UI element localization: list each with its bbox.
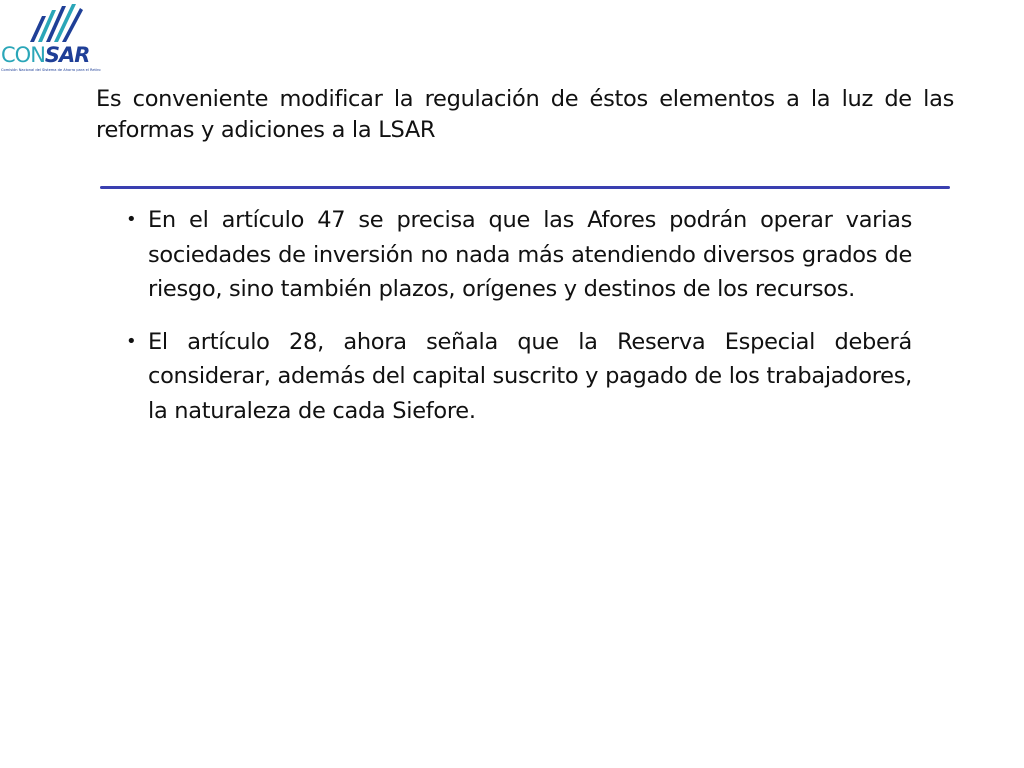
logo-word-con: CON <box>1 43 45 67</box>
bullet-text: En el artículo 47 se precisa que las Afores podrán operar varias sociedades de inversión no nada más atendiendo diversos grados de riesgo, sino también plazos, orígenes y destinos de los recursos. <box>148 207 912 302</box>
bullet-item <box>126 203 912 307</box>
bullet-marker: • <box>126 209 137 230</box>
logo-wordmark <box>1 44 89 66</box>
consar-logo <box>0 0 101 80</box>
slide-heading: Es conveniente modificar la regulación de éstos elementos a la luz de las reformas y adiciones a la LSAR <box>96 86 954 143</box>
logo-word-sar: SAR <box>44 43 90 67</box>
bullet-marker: • <box>126 330 137 352</box>
logo-tagline: Comisión Nacional del Sistema de Ahorro para el Retiro <box>1 68 101 72</box>
consar-logo-mark-icon <box>28 2 84 46</box>
bullet-item <box>126 325 912 429</box>
bullet-text: El artículo 28, ahora señala que la Reserva Especial deberá considerar, además del capital suscrito y pagado de los trabajadores, la naturaleza de cada Siefore. <box>148 328 912 424</box>
bullet-list <box>126 203 912 446</box>
heading-divider <box>100 186 950 189</box>
